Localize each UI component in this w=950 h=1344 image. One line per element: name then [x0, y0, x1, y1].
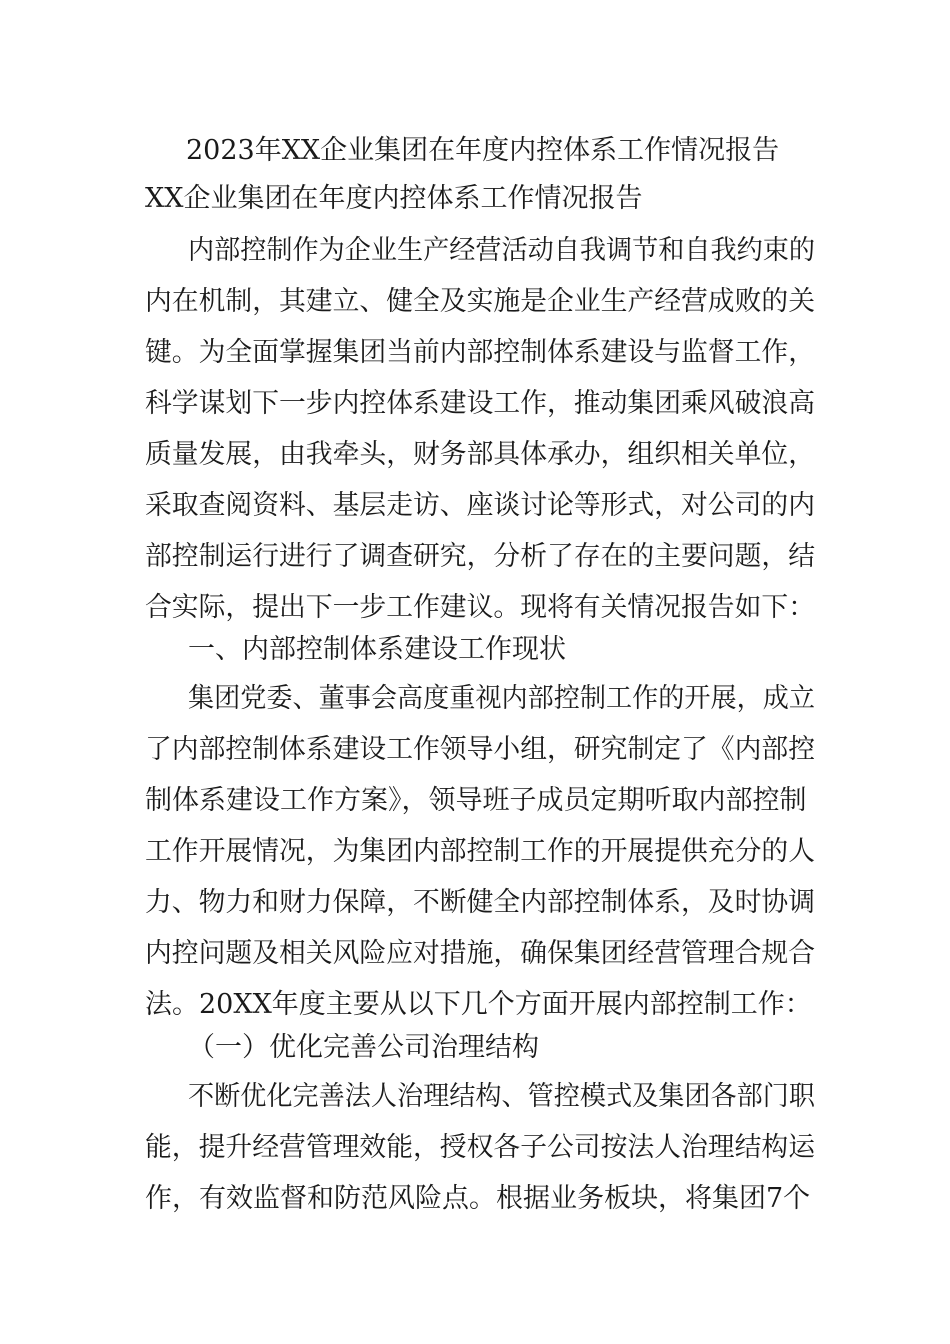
text-line: 了内部控制体系建设工作领导小组，研究制定了《内部控 [145, 734, 816, 765]
text-line: 内控问题及相关风险应对措施，确保集团经营管理合规合 [145, 938, 816, 969]
text-line: 法。20XX年度主要从以下几个方面开展内部控制工作： [145, 989, 812, 1020]
text-line: 力、物力和财力保障，不断健全内部控制体系，及时协调 [145, 887, 816, 918]
text-line: 工作开展情况，为集团内部控制工作的开展提供充分的人 [145, 836, 816, 867]
text-line: 科学谋划下一步内控体系建设工作，推动集团乘风破浪高 [145, 388, 816, 419]
text-line: 作，有效监督和防范风险点。根据业务板块，将集团7个 [145, 1183, 811, 1214]
text-line: 不断优化完善法人治理结构、管控模式及集团各部门职 [188, 1081, 816, 1112]
text-line: 集团党委、董事会高度重视内部控制工作的开展，成立 [188, 683, 816, 714]
document-subtitle: XX企业集团在年度内控体系工作情况报告 [145, 183, 643, 214]
text-line: 合实际，提出下一步工作建议。现将有关情况报告如下： [145, 592, 816, 623]
section-heading-1: 一、内部控制体系建设工作现状 [188, 634, 566, 665]
text-line: 采取查阅资料、基层走访、座谈讨论等形式，对公司的内 [145, 490, 816, 521]
text-line: 能，提升经营管理效能，授权各子公司按法人治理结构运 [145, 1132, 816, 1163]
text-line: 内在机制，其建立、健全及实施是企业生产经营成败的关 [145, 286, 816, 317]
text-line: 制体系建设工作方案》，领导班子成员定期听取内部控制 [145, 785, 807, 816]
document-title: 2023年XX企业集团在年度内控体系工作情况报告 [186, 135, 780, 166]
text-line: 内部控制作为企业生产经营活动自我调节和自我约束的 [188, 235, 816, 266]
text-line: 部控制运行进行了调查研究，分析了存在的主要问题，结 [145, 541, 816, 572]
subsection-heading-1: （一）优化完善公司治理结构 [188, 1032, 539, 1063]
text-line: 质量发展，由我牵头，财务部具体承办，组织相关单位， [145, 439, 816, 470]
text-line: 键。为全面掌握集团当前内部控制体系建设与监督工作， [145, 337, 816, 368]
